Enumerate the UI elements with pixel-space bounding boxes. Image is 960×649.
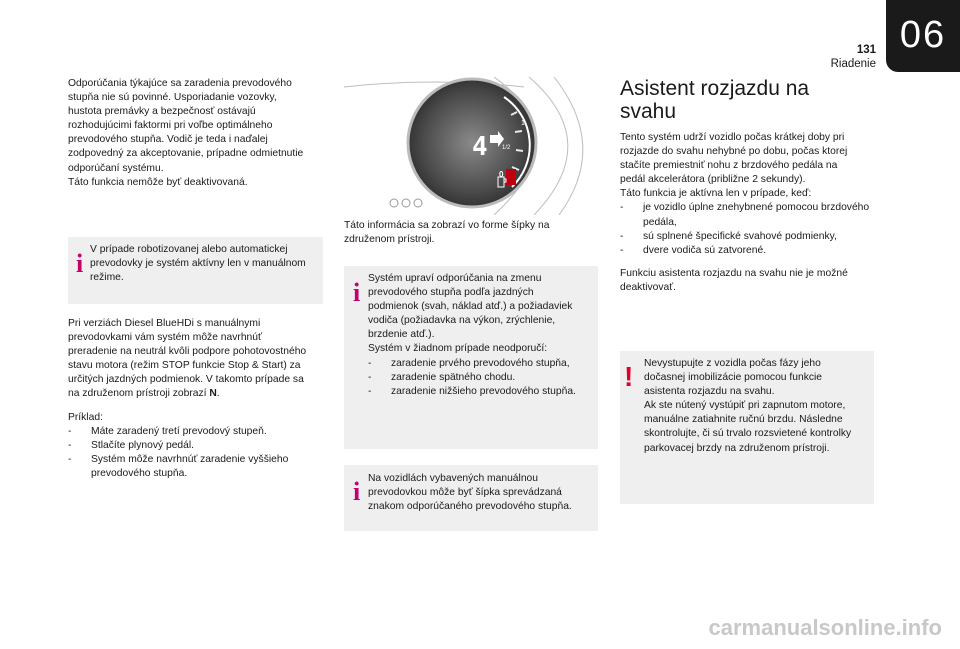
text-line: vodiča (požiadavka na výkon, zrýchlenie, <box>368 315 556 327</box>
text-line: podmienok (svah, náklad atď.) a požiadaviek <box>368 301 573 313</box>
neutral-symbol: N <box>209 388 217 400</box>
text-line: stavu motora (režim STOP funkcie Stop & Start) za <box>68 360 301 372</box>
watermark: carmanualsonline.info <box>708 615 942 640</box>
text-line: Na vozidlách vybavených manuálnou <box>368 473 538 484</box>
text-line: V prípade robotizovanej alebo automatickej <box>90 244 288 255</box>
text-line: Pri verziách Diesel BlueHDi s manuálnymi <box>68 318 261 329</box>
text-line: určitých jazdných podmienok. V takomto prípade sa <box>68 374 304 386</box>
text-line: prevodového stupňa. Vodič je teda i naďalej <box>68 134 268 146</box>
text-line: prevodovkami vám systém môže navrhnúť <box>68 332 262 344</box>
text-line: hustota premávky a bezpečnosť ostávajú <box>68 106 256 118</box>
warning-icon: ! <box>624 361 634 392</box>
example-title: Príklad: <box>68 412 103 423</box>
gauge-tick-label: 1/2 <box>502 145 511 151</box>
conditions-list <box>620 201 875 257</box>
list-item: - je vozidlo úplne znehybnené pomocou brzdového pedála, <box>620 201 875 229</box>
text-line: prevodovkou môže byť šípka sprevádzaná <box>368 487 562 499</box>
info-box-adjustments <box>344 266 598 449</box>
text-line: Táto funkcia nemôže byť deaktivovaná. <box>68 176 248 188</box>
text-line: deaktivovať. <box>620 282 676 294</box>
text-span: . <box>216 388 220 400</box>
chapter-title: Riadenie <box>830 58 876 70</box>
heading-line: svahu <box>620 100 677 123</box>
chapter-number: 06 <box>899 14 947 56</box>
text-line <box>68 387 328 401</box>
gauge-tick-label: 0 <box>499 170 504 179</box>
not-recommended-list <box>368 357 596 399</box>
page-number: 131 <box>856 44 876 56</box>
text-line: brzdenie atď.). <box>368 329 435 341</box>
gear-indicator: 4 <box>472 132 488 162</box>
text-line: parkovacej brzdy na združenom prístroji. <box>644 442 830 454</box>
col3-deactivate <box>620 267 875 295</box>
text-line: režime. <box>90 272 124 284</box>
info-icon: i <box>353 477 361 506</box>
text-line: manuálne zatiahnite ručnú brzdu. Následne <box>644 414 843 426</box>
text-line: znakom odporúčaného prevodového stupňa. <box>368 501 572 513</box>
col1-bluehdi <box>68 317 328 402</box>
info-icon: i <box>353 278 361 307</box>
list-item: - zaradenie prvého prevodového stupňa, <box>368 357 596 371</box>
fuel-warning-zone <box>506 169 516 185</box>
text-line: dočasnej imobilizácie pomocou funkcie <box>644 372 823 384</box>
text-line: asistenta rozjazdu na svahu. <box>644 386 775 398</box>
text-line: Odporúčania týkajúce sa zaradenia prevodového <box>68 78 292 89</box>
text-line: združenom prístroji. <box>344 234 435 246</box>
text-line: skontrolujte, či sú trvalo rozsvietené kontrolky <box>644 428 852 440</box>
gauge-tick-label: 1 <box>521 120 525 127</box>
text-line: prevodového stupňa podľa jazdných <box>368 287 534 299</box>
text-line: stupňa nie sú povinné. Usporiadanie vozovky, <box>68 92 277 104</box>
list-item: - sú splnené špecifické svahové podmienky, <box>620 230 875 244</box>
text-line: prevodovky je systém aktívny len v manuálnom <box>90 258 306 270</box>
col1-intro <box>68 77 328 190</box>
gauge-illustration <box>344 77 598 215</box>
gauge-svg <box>344 77 598 215</box>
text-span: na združenom prístroji zobrazí <box>68 388 210 400</box>
text-line: odporúčaní systému. <box>68 162 164 174</box>
info-icon: i <box>76 249 84 278</box>
text-line: Systém upraví odporúčania na zmenu <box>368 273 542 284</box>
col3-intro <box>620 131 875 258</box>
list-item: - Systém môže navrhnúť zaradenie vyššieho prevodového stupňa. <box>68 453 308 481</box>
text-line: stačíte premiestniť nohu z brzdového pedála na <box>620 160 838 172</box>
heading-line: Asistent rozjazdu na <box>620 77 810 100</box>
list-item: - zaradenie spätného chodu. <box>368 371 596 385</box>
section-heading <box>620 77 809 123</box>
col1-example <box>68 411 308 481</box>
text-line: Táto informácia sa zobrazí vo forme šípky na <box>344 220 550 231</box>
list-item: - Stlačíte plynový pedál. <box>68 439 308 453</box>
text-line: rozjazde do svahu nehybné po dobu, počas ktorej <box>620 146 848 158</box>
text-line: rozhodujúcimi faktormi pri voľbe optimálneho <box>68 120 273 132</box>
text-line: preradenie na neutrál kvôli podpore pohotovostného <box>68 346 307 358</box>
text-line: Nevystupujte z vozidla počas fázy jeho <box>644 358 821 369</box>
info-box-manual-gearbox <box>344 465 598 531</box>
text-line: Systém v žiadnom prípade neodporučí: <box>368 343 548 355</box>
list-item: - zaradenie nižšieho prevodového stupňa. <box>368 385 596 399</box>
text-line: zodpovedný za akceptovanie, prípadne odmietnutie <box>68 148 304 160</box>
text-line: Funkciu asistenta rozjazdu na svahu nie je možné <box>620 268 848 279</box>
odometer-digits <box>390 199 422 207</box>
example-list <box>68 425 308 481</box>
text-line: Ak ste nútený vystúpiť pri zapnutom motore, <box>644 400 846 412</box>
text-line: Tento systém udrží vozidlo počas krátkej doby pri <box>620 132 845 143</box>
info-box-robotized <box>68 237 323 304</box>
gauge-caption <box>344 219 598 247</box>
text-line: Táto funkcia je aktívna len v prípade, keď: <box>620 188 812 200</box>
warning-box <box>620 351 874 504</box>
list-item: - Máte zaradený tretí prevodový stupeň. <box>68 425 308 439</box>
chapter-tab <box>886 0 960 72</box>
list-item: - dvere vodiča sú zatvorené. <box>620 244 875 258</box>
text-line: pedál akcelerátora (približne 2 sekundy). <box>620 174 806 186</box>
